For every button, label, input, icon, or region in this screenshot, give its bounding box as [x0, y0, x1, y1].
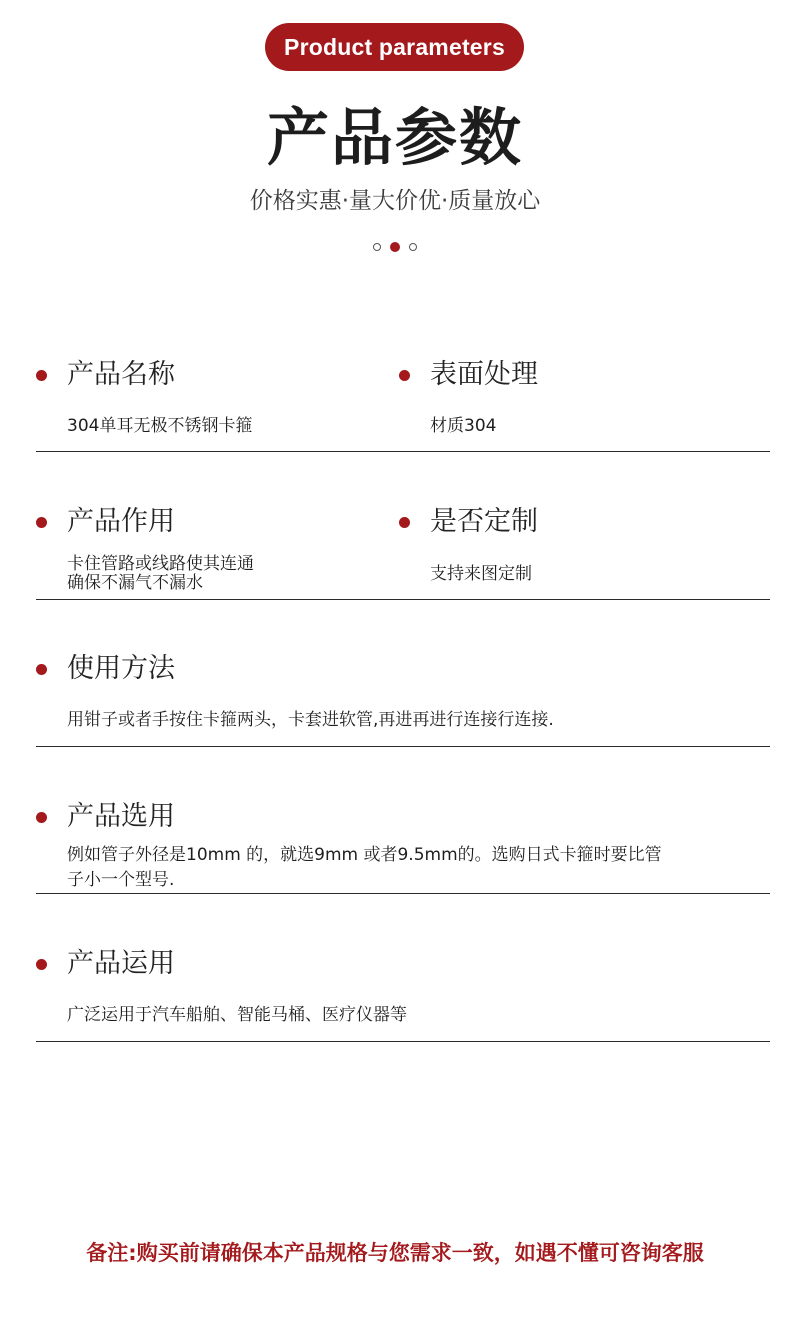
- bullet-icon: [36, 370, 47, 381]
- divider: [36, 1041, 770, 1042]
- param-value-name: 304单耳无极不锈钢卡箍: [67, 416, 253, 436]
- bullet-icon: [399, 517, 410, 528]
- param-value-surface: 材质304: [430, 416, 497, 436]
- param-value-function-line2: 确保不漏气不漏水: [67, 573, 203, 593]
- bullet-icon: [36, 959, 47, 970]
- param-value-selection-line2: 子小一个型号.: [67, 870, 175, 890]
- param-value-application: 广泛运用于汽车船舶、智能马桶、医疗仪器等: [67, 1005, 407, 1025]
- param-label-application: 产品运用: [67, 948, 175, 979]
- param-value-selection-line1: 例如管子外径是10mm 的，就选9mm 或者9.5mm的。选购日式卡箍时要比管: [67, 845, 662, 865]
- bullet-icon: [36, 517, 47, 528]
- divider: [36, 893, 770, 894]
- param-label-function: 产品作用: [67, 506, 175, 537]
- product-parameters-badge: Product parameters: [265, 23, 524, 71]
- page-title: 产品参数: [266, 101, 523, 174]
- carousel-dot-1[interactable]: [373, 243, 381, 251]
- bullet-icon: [36, 812, 47, 823]
- param-label-surface: 表面处理: [430, 359, 538, 390]
- param-value-function-line1: 卡住管路或线路使其连通: [67, 554, 254, 574]
- carousel-dot-3[interactable]: [409, 243, 417, 251]
- divider: [36, 599, 770, 600]
- divider: [36, 746, 770, 747]
- carousel-indicator: [0, 243, 790, 252]
- carousel-dot-2[interactable]: [390, 242, 400, 252]
- param-label-selection: 产品选用: [67, 801, 175, 832]
- param-label-name: 产品名称: [67, 359, 175, 390]
- param-label-custom: 是否定制: [430, 506, 538, 537]
- footer-note: 备注:购买前请确保本产品规格与您需求一致，如遇不懂可咨询客服: [86, 1241, 704, 1265]
- param-value-custom: 支持来图定制: [430, 564, 532, 584]
- param-label-usage: 使用方法: [67, 653, 175, 684]
- page-subtitle: 价格实惠·量大价优·质量放心: [249, 188, 541, 214]
- bullet-icon: [399, 370, 410, 381]
- divider: [36, 451, 770, 452]
- param-value-usage: 用钳子或者手按住卡箍两头，卡套进软管,再进再进行连接行连接.: [67, 710, 554, 730]
- bullet-icon: [36, 664, 47, 675]
